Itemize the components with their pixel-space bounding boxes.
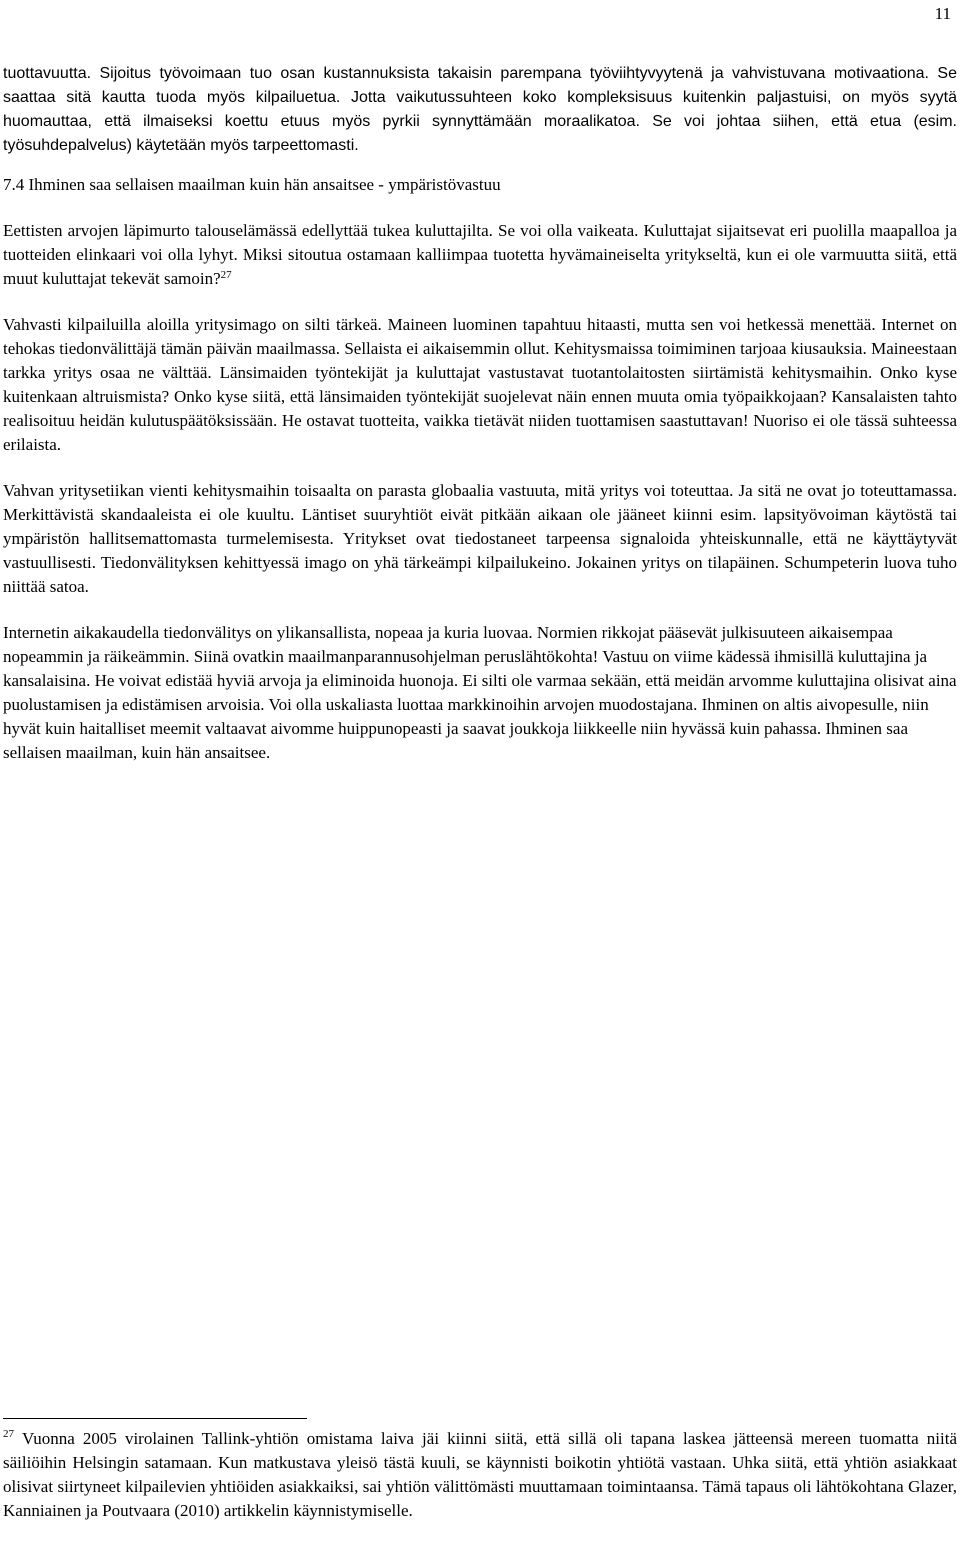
intro-paragraph: tuottavuutta. Sijoitus työvoimaan tuo osan kustannuksista takaisin parempana työviihtyvyytenä ja vahvistuvana motivaationa. Se saattaa sitä kautta tuoda myös kilpailuetua. Jotta vaikutussuhteen koko kompleksisuus kuitenkin paljastuisi, on myös syytä huomauttaa, että ilmaiseksi koettu etuus myös pyrkii synnyttämään moraalikatoa. Se voi johtaa siihen, että etua (esim. työsuhdepalvelus) käytetään myös tarpeettomasti.	[3, 65, 957, 154]
footnote-text: Vuonna 2005 virolainen Tallink-yhtiön omistama laiva jäi kiinni siitä, että sillä oli tapana laskea jätteensä mereen tuomatta niitä säiliöihin Helsingin satamaan. Kun matkustava yleisö tästä kuuli, se käynnisti boikotin yhtiötä vastaan. Uhka siitä, että yhtiön asiakkaat olisivat siirtyneet kilpailevien yhtiöiden asiakkaiksi, sai yhtiön välittömästi muuttamaan toimintaansa. Tämä tapaus oli lähtökohtana Glazer, Kanniainen ja Poutvaara (2010) artikkelin käynnistymiselle.	[3, 1429, 957, 1520]
footnote-reference[interactable]: 27	[220, 269, 232, 281]
footnote-divider	[3, 1418, 307, 1419]
page-number: 11	[934, 4, 951, 23]
main-text	[3, 62, 957, 765]
footnote-number: 27	[3, 1428, 14, 1440]
footnote	[3, 1427, 957, 1523]
paragraph-1	[3, 219, 957, 291]
paragraph-1-text: Eettisten arvojen läpimurto talouselämässä edellyttää tukea kuluttajilta. Se voi olla vaikeata. Kuluttajat sijaitsevat eri puolilla maapalloa ja tuotteiden elinkaari voi olla lyhyt. Miksi sitoutua ostamaan kalliimpaa tuotetta hyvämaineiselta yritykseltä, kun ei ole varmuutta siitä, että muut kuluttajat tekevät samoin?	[3, 221, 957, 288]
paragraph-4: Internetin aikakaudella tiedonvälitys on ylikansallista, nopeaa ja kuria luovaa. Normien rikkojat pääsevät julkisuuteen aikaisempaa nopeammin ja räikeämmin. Siinä ovatkin maailmanparannusohjelman peruslähtökohta! Vastuu on viime kädessä ihmisillä kuluttajina ja kansalaisina. He voivat edistää hyviä arvoja ja eliminoida huonoja. Ei silti ole varmaa sekään, että meidän arvomme kuluttajina olisivat aina puolustamisen ja edistämisen arvoisia. Voi olla uskaliasta luottaa markkinoihin arvojen muodostajana. Ihminen on altis aivopesulle, niin hyvät kuin haitalliset meemit valtaavat aivomme huippunopeasti ja saavat joukkoja liikkeelle niin hyvässä kuin pahassa. Ihminen saa sellaisen maailman, kuin hän ansaitsee.	[3, 623, 957, 762]
paragraph-2: Vahvasti kilpailuilla aloilla yritysimago on silti tärkeä. Maineen luominen tapahtuu hitaasti, mutta sen voi hetkessä menettää. Internet on tehokas tiedonvälittäjä tämän päivän maailmassa. Sellaista ei aikaisemmin ollut. Kehitysmaissa toimiminen tarjoaa kiusauksia. Maineestaan tarkka yritys osaa ne välttää. Länsimaiden työntekijät ja kuluttajat vastustavat tuotantolaitosten siirtämistä kehitysmaihin. Onko kyse kuitenkaan altruismista? Onko kyse siitä, että länsimaiden työntekijät suojelevat näin ennen muuta omia työpaikkojaan? Kansalaisten tahto realisoituu heidän kulutuspäätöksissään. He ostavat tuotteita, vaikka tietävät niiden tuottamisen saastuttavan! Nuoriso ei ole tässä suhteessa erilaista.	[3, 315, 957, 454]
section-heading: 7.4 Ihminen saa sellaisen maailman kuin hän ansaitsee - ympäristövastuu	[3, 175, 501, 194]
footnote-body	[3, 1427, 957, 1523]
paragraph-3: Vahvan yritysetiikan vienti kehitysmaihin toisaalta on parasta globaalia vastuuta, mitä yritys voi toteuttaa. Ja sitä ne ovat jo toteuttamassa. Merkittävistä skandaaleista ei ole kuultu. Läntiset suuryhtiöt eivät pitkään aikaan ole jääneet kiinni esim. lapsityövoiman käytöstä tai ympäristön hallitsemattomasta turmelemisesta. Yritykset ovat tiedostaneet tarpeensa signaloida yhteiskunnalle, että ne käyttäytyvät vastuullisesti. Tiedonvälityksen kehittyessä imago on yhä tärkeämpi kilpailukeino. Jokainen yritys on tilapäinen. Schumpeterin luova tuho niittää satoa.	[3, 481, 957, 596]
